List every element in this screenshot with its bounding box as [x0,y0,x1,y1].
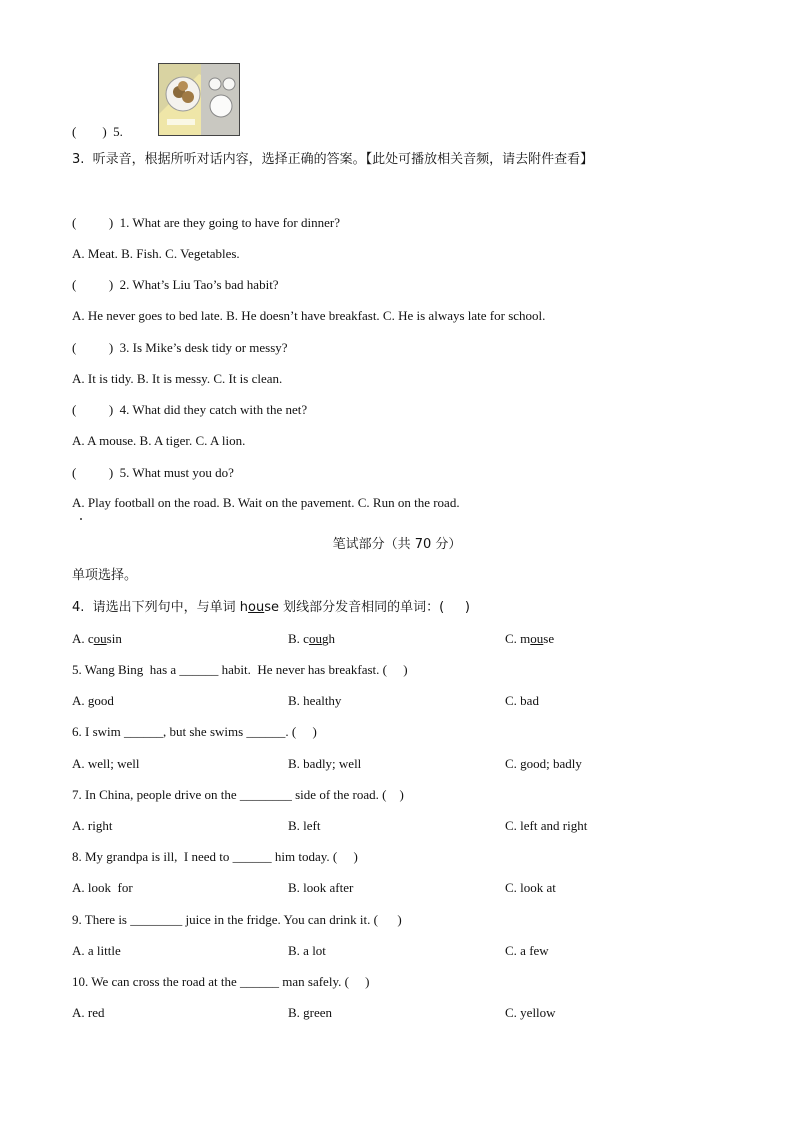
q6-option-c: C. good; badly [505,756,582,771]
q10-option-a: A. red [72,1005,105,1020]
q6-option-b: B. badly; well [288,756,362,771]
q4-option-c: C. mouse [505,631,555,646]
q10-stem: 10. We can cross the road at the ______ man safely. ( ) [72,974,370,989]
q7-stem: 7. In China, people drive on the ________ side of the road. ( ) [72,787,404,802]
q9-option-a: A. a little [72,943,121,958]
q5-option-b: B. healthy [288,693,342,708]
stray-dot [80,518,82,520]
q6-stem: 6. I swim ______, but she swims ______. ( ) [72,724,317,739]
q3-question-1: ( ) 1. What are they going to have for dinner? [72,215,340,230]
q8-option-b: B. look after [288,880,354,895]
q4-option-a: A. cousin [72,631,122,646]
q8-option-a: A. look for [72,880,133,895]
q5-stem: 5. Wang Bing has a ______ habit. He never has breakfast. ( ) [72,662,408,677]
q9-stem: 9. There is ________ juice in the fridge. You can drink it. ( ) [72,912,402,927]
q9-option-b: B. a lot [288,943,326,958]
q3-options-4: A. A mouse. B. A tiger. C. A lion. [72,433,246,448]
q3-question-5: ( ) 5. What must you do? [72,465,234,480]
q3-question-3: ( ) 3. Is Mike’s desk tidy or messy? [72,340,288,355]
q6-option-a: A. well; well [72,756,140,771]
food-photo-image [159,64,240,136]
q7-option-a: A. right [72,818,113,833]
q10-option-b: B. green [288,1005,333,1020]
q3-options-1: A. Meat. B. Fish. C. Vegetables. [72,246,240,261]
q8-stem: 8. My grandpa is ill, I need to ______ him today. ( ) [72,849,358,864]
q7-option-b: B. left [288,818,321,833]
underlined-letters: ou [248,600,265,615]
food-photo [158,63,240,136]
section-title: 单项选择。 [72,568,138,583]
item5-prefix: ( ) 5. [72,124,123,139]
q3-options-3: A. It is tidy. B. It is messy. C. It is clean. [72,371,283,386]
q5-option-a: A. good [72,693,114,708]
q8-option-c: C. look at [505,880,556,895]
q3-options-5: A. Play football on the road. B. Wait on the pavement. C. Run on the road. [72,495,460,510]
q7-option-c: C. left and right [505,818,588,833]
q4-stem: 4. 请选出下列句中，与单词 house 划线部分发音相同的单词：( ) [72,600,470,615]
q5-option-c: C. bad [505,693,539,708]
q10-option-c: C. yellow [505,1005,556,1020]
q4-option-b: B. cough [288,631,335,646]
q3-title: 3. 听录音，根据所听对话内容，选择正确的答案。【此处可播放相关音频，请去附件查看】 [72,152,594,167]
q9-option-c: C. a few [505,943,549,958]
q3-options-2: A. He never goes to bed late. B. He doesn’t have breakfast. C. He is always late for school. [72,308,546,323]
q3-question-4: ( ) 4. What did they catch with the net? [72,402,308,417]
written-section-heading: 笔试部分（共 70 分） [332,537,462,552]
q3-question-2: ( ) 2. What’s Liu Tao’s bad habit? [72,277,279,292]
